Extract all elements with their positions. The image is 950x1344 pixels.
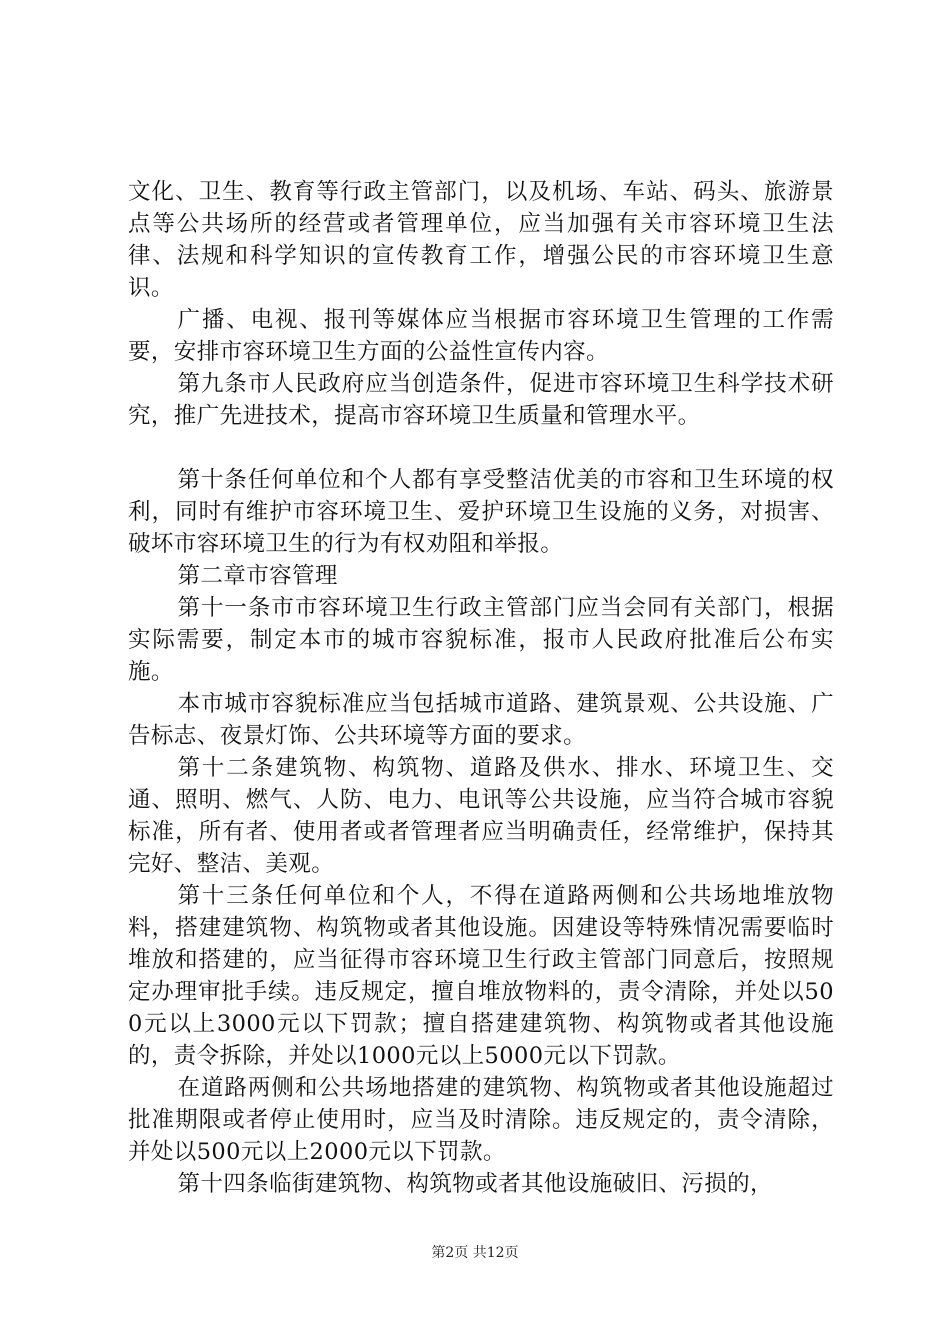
paragraph-article-14: 第十四条临街建筑物、构筑物或者其他设施破旧、污损的， [177, 1171, 773, 1197]
paragraph-article-11: 第十一条市市容环境卫生行政主管部门应当会同有关部门，根据实际需要，制定本市的城市容貌标准，报市人民政府批准后公布实施。 [128, 595, 834, 685]
paragraph-city-standard: 本市城市容貌标准应当包括城市道路、建筑景观、公共设施、广告标志、夜景灯饰、公共环境等方面的要求。 [128, 691, 834, 749]
paragraph-media-publicity: 广播、电视、报刊等媒体应当根据市容环境卫生管理的工作需要，安排市容环境卫生方面的公益性宣传内容。 [128, 307, 834, 365]
document-body [128, 176, 834, 1200]
page-footer: 第2页 共12页 [431, 1245, 519, 1261]
paragraph-article-10: 第十条任何单位和个人都有享受整洁优美的市容和卫生环境的权利，同时有维护市容环境卫生、爱护环境卫生设施的义务，对损害、破坏市容环境卫生的行为有权劝阻和举报。 [128, 467, 834, 557]
chapter-heading: 第二章市容管理 [177, 563, 338, 589]
paragraph-article-12: 第十二条建筑物、构筑物、道路及供水、排水、环境卫生、交通、照明、燃气、人防、电力、电讯等公共设施，应当符合城市容貌标准，所有者、使用者或者管理者应当明确责任，经常维护，保持其完好、整洁、美观。 [128, 755, 834, 877]
paragraph-continuation: 文化、卫生、教育等行政主管部门，以及机场、车站、码头、旅游景点等公共场所的经营或者管理单位，应当加强有关市容环境卫生法律、法规和科学知识的宣传教育工作，增强公民的市容环境卫生意识。 [128, 179, 834, 301]
paragraph-temporary-structures: 在道路两侧和公共场地搭建的建筑物、构筑物或者其他设施超过批准期限或者停止使用时，应当及时清除。违反规定的，责令清除，并处以500元以上2000元以下罚款。 [128, 1075, 834, 1165]
paragraph-article-9: 第九条市人民政府应当创造条件，促进市容环境卫生科学技术研究，推广先进技术，提高市容环境卫生质量和管理水平。 [128, 371, 834, 429]
paragraph-article-13: 第十三条任何单位和个人，不得在道路两侧和公共场地堆放物料，搭建建筑物、构筑物或者其他设施。因建设等特殊情况需要临时堆放和搭建的，应当征得市容环境卫生行政主管部门同意后，按照规定办理审批手续。违反规定，擅自堆放物料的，责令清除，并处以500元以上3000元以下罚款；擅自搭建建筑物、构筑物或者其他设施的，责令拆除，并处以1000元以上5000元以下罚款。 [128, 883, 834, 1069]
